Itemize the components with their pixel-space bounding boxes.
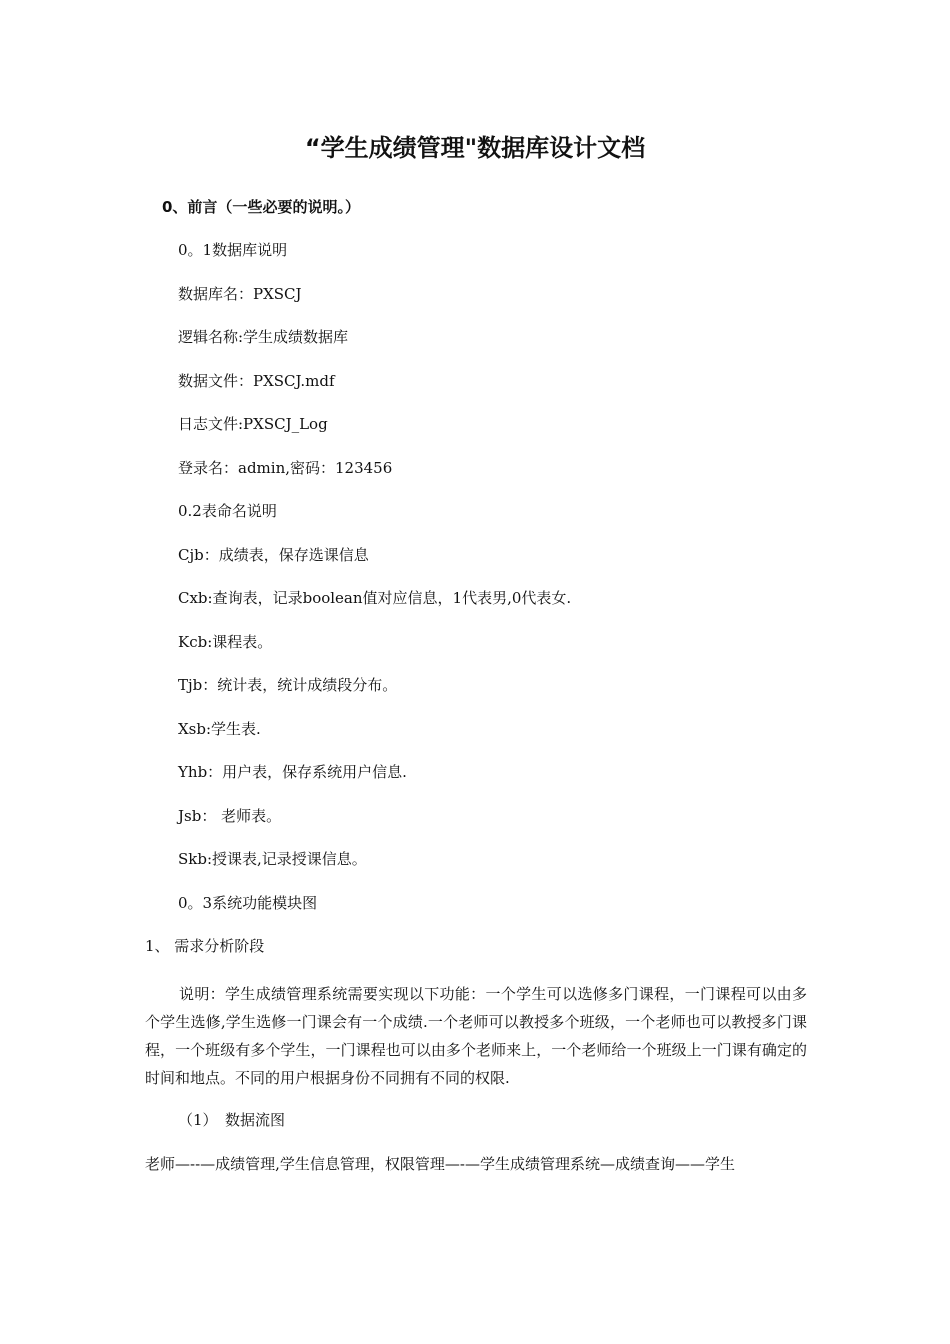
- section-1-heading: 1、 需求分析阶段: [145, 937, 265, 955]
- table-desc-item: Tjb：统计表，统计成绩段分布。: [178, 676, 398, 694]
- dataflow-line: 老师—--—成绩管理,学生信息管理，权限管理—-—学生成绩管理系统—成绩查询——学生: [145, 1155, 735, 1173]
- requirement-paragraph: 说明：学生成绩管理系统需要实现以下功能：一个学生可以选修多门课程，一门课程可以由多个学生选修,学生选修一门课会有一个成绩.一个老师可以教授多个班级，一个老师也可以教授多门课程，一个班级有多个学生，一门课程也可以由多个老师来上，一个老师给一个班级上一门课有确定的时间和地点。不同的用户根据身份不同拥有不同的权限.: [145, 985, 807, 1087]
- login-line: 登录名：admin,密码：123456: [178, 459, 393, 477]
- document-title: “学生成绩管理"数据库设计文档: [304, 134, 646, 162]
- table-desc-item: Skb:授课表,记录授课信息。: [178, 850, 367, 868]
- logical-name-line: 逻辑名称:学生成绩数据库: [178, 328, 349, 346]
- table-desc-item: Xsb:学生表.: [178, 720, 261, 738]
- table-desc-item: Kcb:课程表。: [178, 633, 273, 651]
- subsection-1-1-heading: （1） 数据流图: [178, 1111, 286, 1129]
- table-desc-item: Cxb:查询表，记录boolean值对应信息，1代表男,0代表女.: [178, 589, 572, 607]
- data-file-line: 数据文件：PXSCJ.mdf: [178, 372, 335, 390]
- database-name-line: 数据库名：PXSCJ: [178, 285, 302, 303]
- subsection-0-1-heading: 0。1数据库说明: [178, 241, 288, 259]
- table-desc-item: Yhb：用户表，保存系统用户信息.: [178, 763, 407, 781]
- subsection-0-3-heading: 0。3系统功能模块图: [178, 894, 318, 912]
- table-desc-item: Jsb： 老师表。: [178, 807, 282, 825]
- section-0-heading: 0、前言（一些必要的说明。）: [162, 198, 360, 216]
- log-file-line: 日志文件:PXSCJ_Log: [178, 415, 328, 433]
- table-desc-item: Cjb：成绩表，保存选课信息: [178, 546, 369, 564]
- subsection-0-2-heading: 0.2表命名说明: [178, 502, 277, 520]
